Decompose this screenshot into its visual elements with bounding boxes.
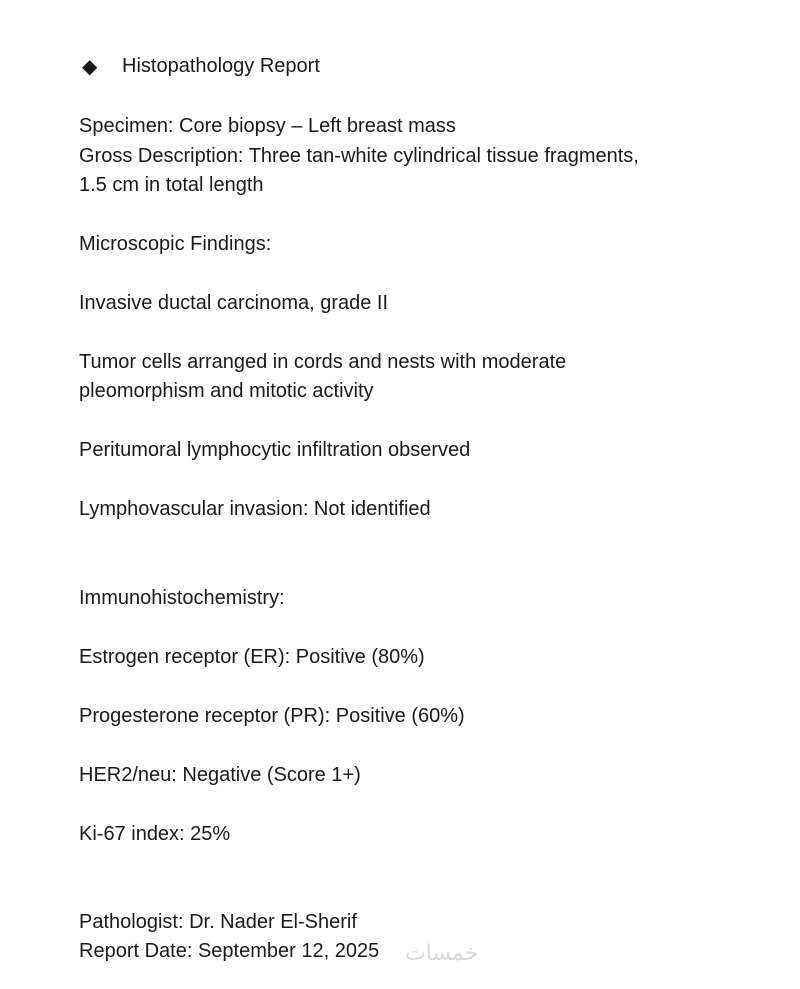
gross-description-line-2: 1.5 cm in total length <box>79 174 264 196</box>
diamond-bullet-icon: ◆ <box>82 56 98 78</box>
immunohistochemistry-heading: Immunohistochemistry: <box>79 587 285 609</box>
report-title: Histopathology Report <box>122 55 320 77</box>
finding-lymphovascular-invasion: Lymphovascular invasion: Not identified <box>79 498 431 520</box>
finding-lymphocytic-infiltration: Peritumoral lymphocytic infiltration observed <box>79 439 471 461</box>
ihc-her2: HER2/neu: Negative (Score 1+) <box>79 764 361 786</box>
ihc-ki67-index: Ki-67 index: 25% <box>79 823 231 845</box>
gross-description-line-1: Gross Description: Three tan-white cylindrical tissue fragments, <box>79 145 639 167</box>
report-date: Report Date: September 12, 2025 <box>79 940 380 962</box>
finding-tumor-cells-line-2: pleomorphism and mitotic activity <box>79 380 374 402</box>
specimen-line: Specimen: Core biopsy – Left breast mass <box>79 115 456 137</box>
report-header <box>82 54 320 79</box>
ihc-estrogen-receptor: Estrogen receptor (ER): Positive (80%) <box>79 646 425 668</box>
pathologist-name: Pathologist: Dr. Nader El-Sherif <box>79 911 357 933</box>
finding-tumor-cells-line-1: Tumor cells arranged in cords and nests with moderate <box>79 351 567 373</box>
finding-carcinoma-grade: Invasive ductal carcinoma, grade II <box>79 292 389 314</box>
ihc-progesterone-receptor: Progesterone receptor (PR): Positive (60%) <box>79 705 465 727</box>
microscopic-findings-heading: Microscopic Findings: <box>79 233 272 255</box>
watermark: خمسات <box>405 941 479 966</box>
